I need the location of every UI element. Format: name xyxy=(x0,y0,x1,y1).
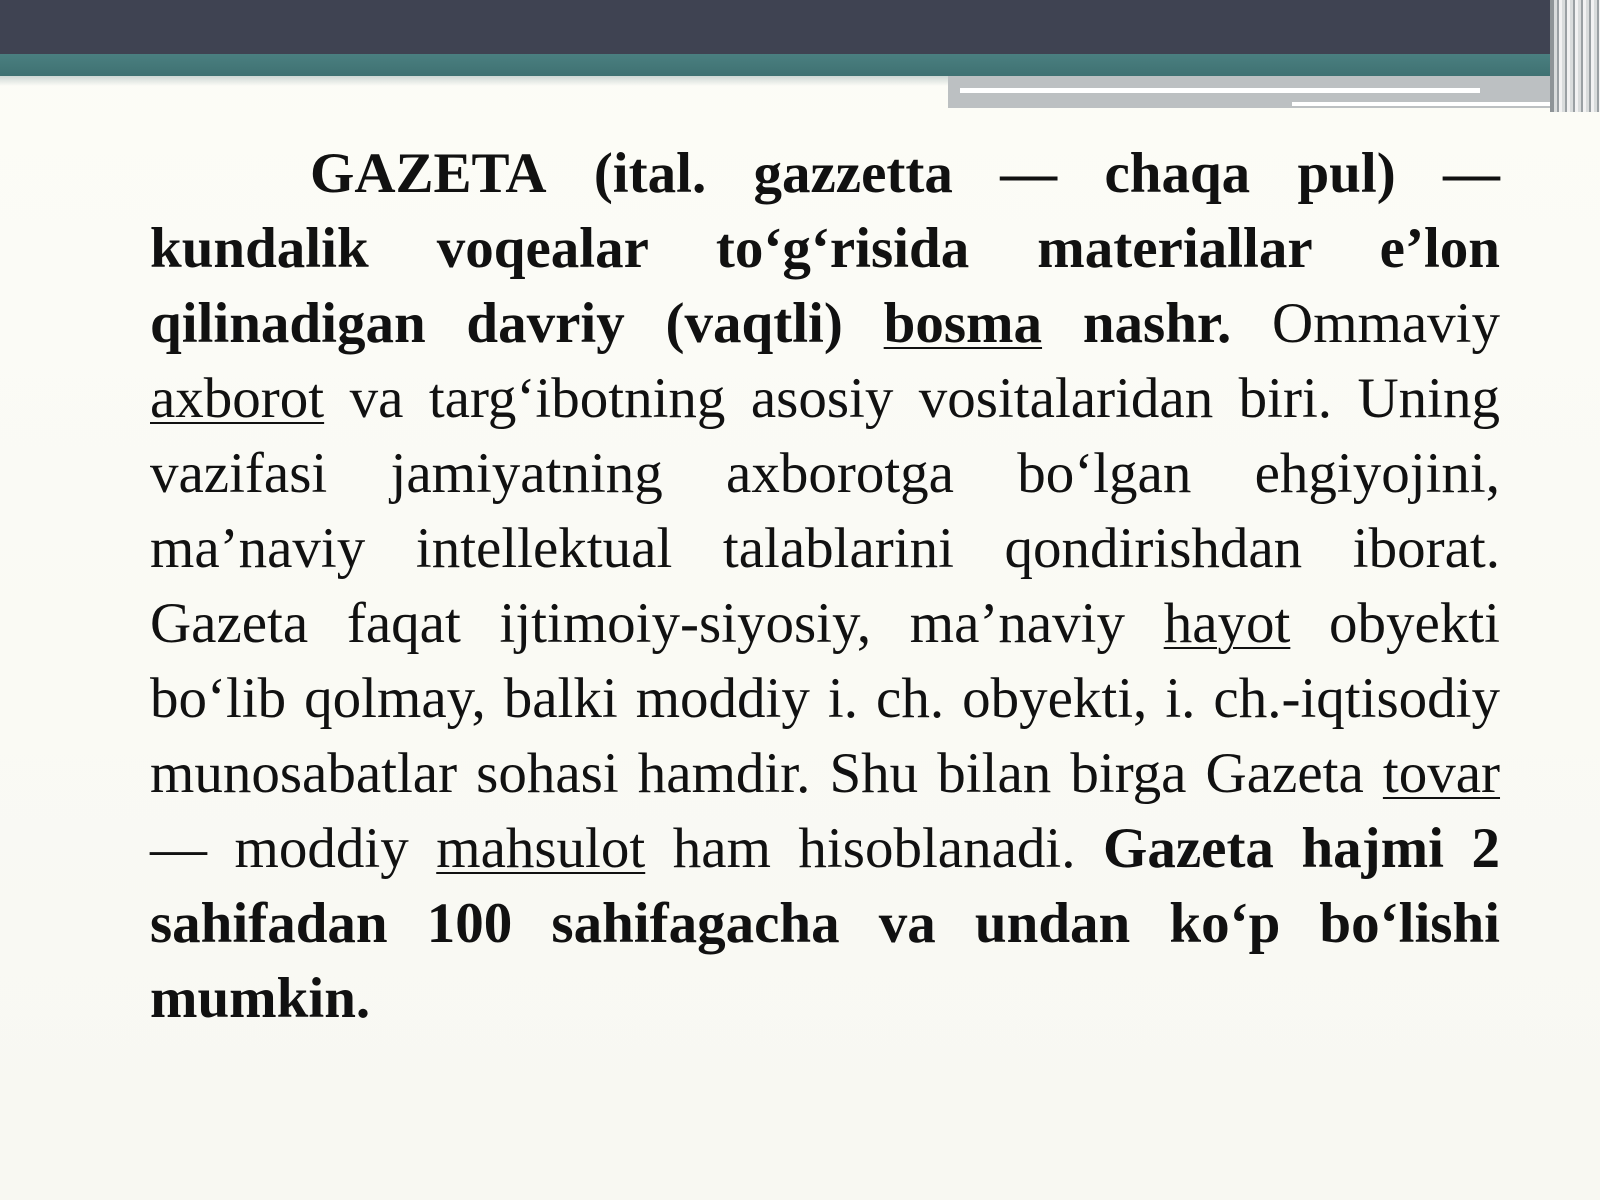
definition-text: kundalik voqealar to‘g‘risida materiallar e’lon qilinadigan davriy (vaqtli) xyxy=(150,217,1500,355)
header-white-line-short xyxy=(1292,102,1568,106)
header-shadow xyxy=(0,76,950,86)
header-accent-stripe xyxy=(0,54,1560,76)
edge-decoration xyxy=(1554,0,1600,112)
definition-end: nashr. xyxy=(1082,292,1232,355)
link-mahsulot[interactable]: mahsulot xyxy=(436,817,646,880)
link-hayot[interactable]: hayot xyxy=(1163,592,1291,655)
closing-statement: Gazeta hajmi 2 sahifadan 100 sahifagacha va undan ko‘p bo‘lishi mumkin. xyxy=(150,817,1500,1030)
body-paragraph xyxy=(150,136,1500,1036)
term-heading: GAZETA xyxy=(310,142,547,205)
text-segment-1: Ommaviy xyxy=(1272,292,1501,355)
text-segment-4: — moddiy xyxy=(150,817,409,880)
text-segment-3: obyekti bo‘lib qolmay, balki moddiy i. ch. obyekti, i. ch.-iqtisodiy munosabatlar sohasi hamdir. Shu bilan birga Gazeta xyxy=(150,592,1501,805)
header-white-line xyxy=(960,88,1480,93)
etymology: (ital. gazzetta — chaqa pul) — xyxy=(593,142,1501,205)
link-tovar[interactable]: tovar xyxy=(1382,742,1501,805)
link-bosma[interactable]: bosma xyxy=(883,292,1043,355)
text-segment-2: va targ‘ibotning asosiy vositalaridan biri. Uning vazifasi jamiyatning axborotga bo‘lgan ehgiyojini, ma’naviy intellektual talablarini qondirishdan iborat. Gazeta faqat ijtimoiy-siyosiy, ma’naviy xyxy=(150,367,1500,655)
text-segment-5: ham hisoblanadi. xyxy=(672,817,1076,880)
link-axborot[interactable]: axborot xyxy=(150,367,325,430)
header-bar xyxy=(0,0,1600,54)
